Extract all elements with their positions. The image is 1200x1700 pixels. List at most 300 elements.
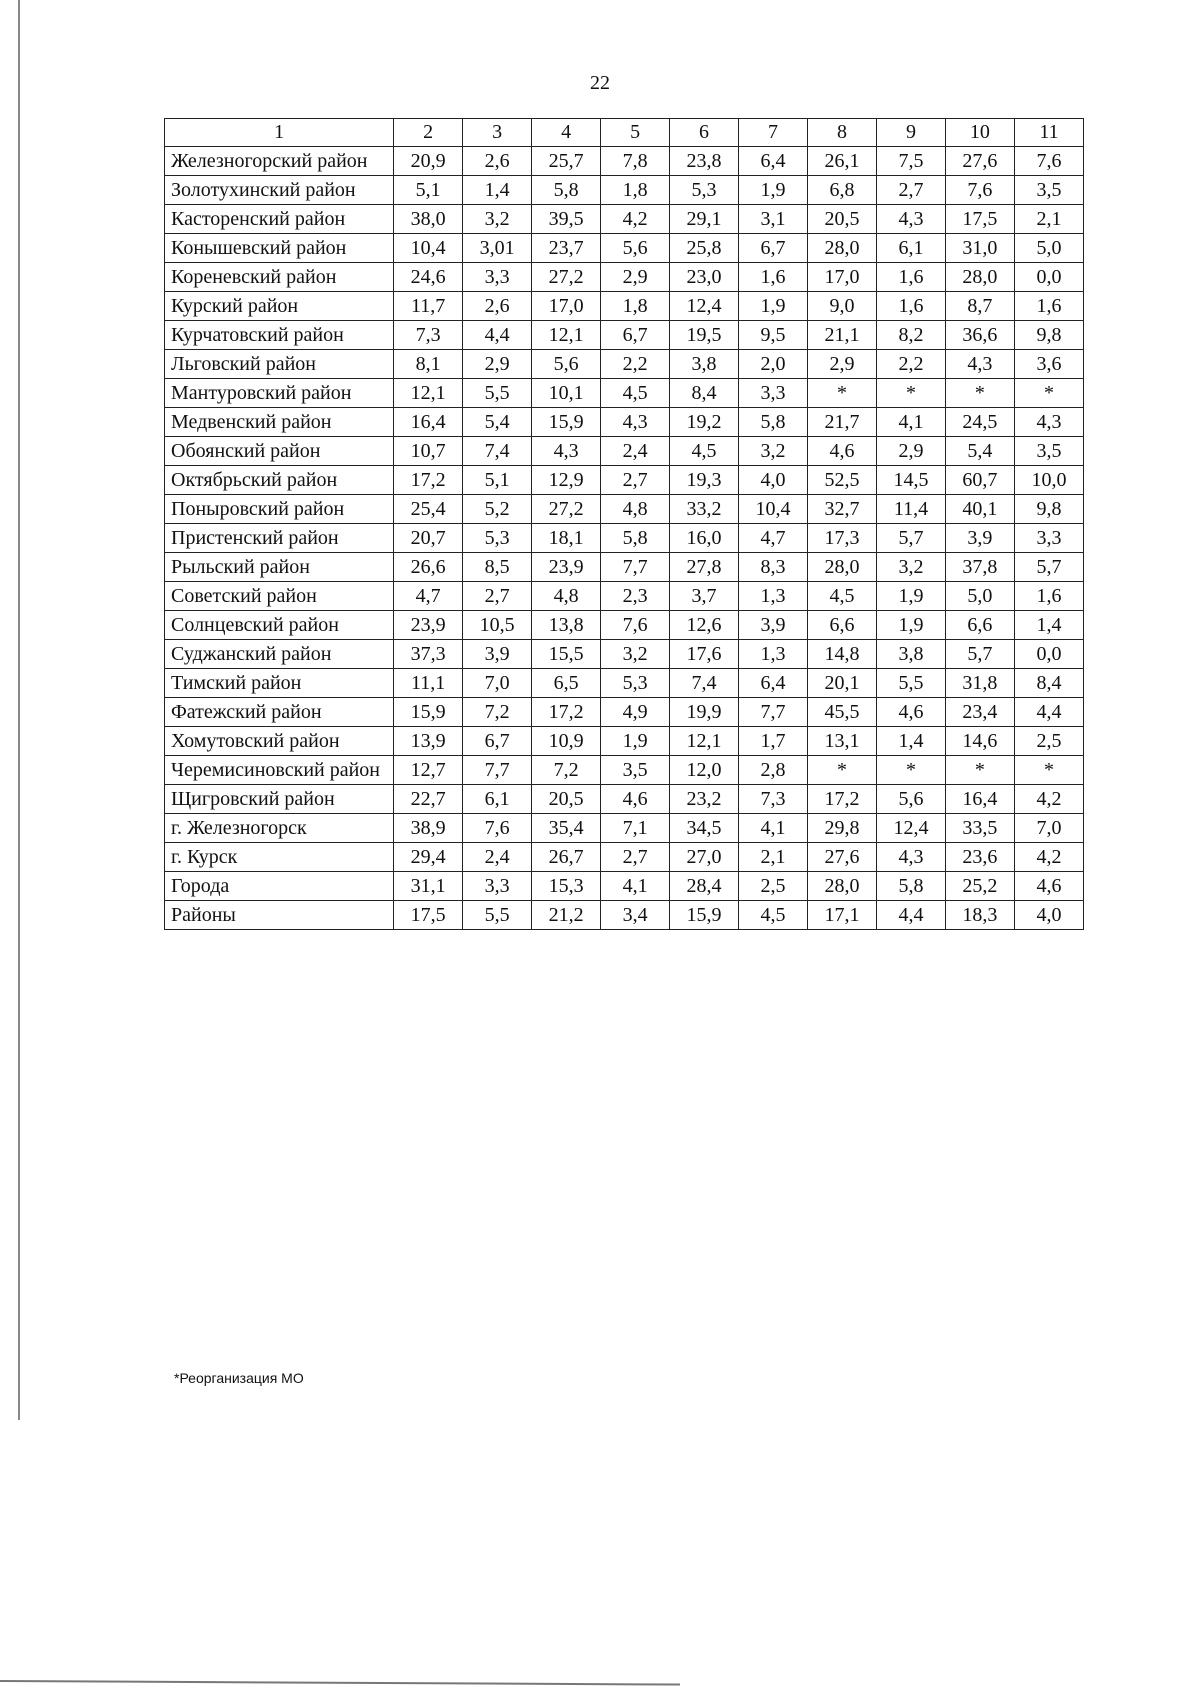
row-name: Рыльский район	[165, 553, 394, 582]
table-cell: 12,1	[670, 727, 739, 756]
table-cell: 2,7	[463, 582, 532, 611]
table-cell: 5,3	[463, 524, 532, 553]
table-cell: 20,5	[808, 205, 877, 234]
table-row	[165, 611, 1084, 640]
table-cell: 11,4	[876, 495, 945, 524]
table-cell: *	[876, 756, 945, 785]
table-cell: 18,1	[532, 524, 601, 553]
table-cell: 18,3	[945, 901, 1014, 930]
table-row	[165, 176, 1084, 205]
table-cell: 23,9	[394, 611, 463, 640]
table-cell: 5,4	[463, 408, 532, 437]
table-cell: 7,4	[670, 669, 739, 698]
row-name: Черемисиновский район	[165, 756, 394, 785]
table-cell: 5,8	[739, 408, 808, 437]
table-cell: 3,9	[739, 611, 808, 640]
table-cell: 20,1	[808, 669, 877, 698]
table-cell: 17,3	[808, 524, 877, 553]
table-cell: 15,9	[394, 698, 463, 727]
table-cell: 4,6	[1014, 872, 1083, 901]
table-cell: 7,2	[532, 756, 601, 785]
table-cell: 4,1	[739, 814, 808, 843]
table-cell: 17,0	[532, 292, 601, 321]
table-cell: 38,0	[394, 205, 463, 234]
table-cell: 1,6	[1014, 582, 1083, 611]
row-name: Фатежский район	[165, 698, 394, 727]
table-cell: 5,8	[876, 872, 945, 901]
table-cell: 4,0	[739, 466, 808, 495]
table-cell: 38,9	[394, 814, 463, 843]
table-cell: 8,2	[876, 321, 945, 350]
table-cell: 10,7	[394, 437, 463, 466]
table-row	[165, 466, 1084, 495]
table-cell: 7,6	[463, 814, 532, 843]
table-cell: 20,9	[394, 147, 463, 176]
table-cell: 5,2	[463, 495, 532, 524]
row-name: Пристенский район	[165, 524, 394, 553]
table-cell: 8,1	[394, 350, 463, 379]
table-cell: 16,4	[945, 785, 1014, 814]
table-cell: 11,1	[394, 669, 463, 698]
table-cell: 4,4	[463, 321, 532, 350]
table-row	[165, 698, 1084, 727]
table-cell: 4,7	[739, 524, 808, 553]
table-cell: 4,6	[808, 437, 877, 466]
table-row	[165, 408, 1084, 437]
table-cell: 4,5	[739, 901, 808, 930]
table-cell: 23,8	[670, 147, 739, 176]
table-cell: 29,1	[670, 205, 739, 234]
table-cell: 23,6	[945, 843, 1014, 872]
table-cell: 27,2	[532, 263, 601, 292]
table-cell: 25,2	[945, 872, 1014, 901]
table-row	[165, 350, 1084, 379]
table-cell: *	[1014, 756, 1083, 785]
table-cell: 3,2	[876, 553, 945, 582]
table-cell: 7,6	[601, 611, 670, 640]
table-cell: 4,5	[670, 437, 739, 466]
table-cell: 7,4	[463, 437, 532, 466]
column-header: 11	[1014, 119, 1083, 147]
row-name: Конышевский район	[165, 234, 394, 263]
table-cell: 4,6	[601, 785, 670, 814]
table-cell: 10,9	[532, 727, 601, 756]
column-header: 7	[739, 119, 808, 147]
table-cell: 3,9	[945, 524, 1014, 553]
table-cell: 1,9	[739, 292, 808, 321]
table-cell: 3,4	[601, 901, 670, 930]
table-cell: 9,0	[808, 292, 877, 321]
table-cell: 5,6	[532, 350, 601, 379]
table-cell: 10,1	[532, 379, 601, 408]
table-cell: 13,8	[532, 611, 601, 640]
table-cell: 2,0	[739, 350, 808, 379]
column-header: 2	[394, 119, 463, 147]
row-name: Города	[165, 872, 394, 901]
table-cell: 8,3	[739, 553, 808, 582]
table-cell: 20,5	[532, 785, 601, 814]
table-cell: 23,4	[945, 698, 1014, 727]
table-cell: 2,9	[463, 350, 532, 379]
table-cell: 4,3	[601, 408, 670, 437]
table-cell: 1,4	[463, 176, 532, 205]
table-cell: 23,7	[532, 234, 601, 263]
table-cell: 2,9	[876, 437, 945, 466]
table-cell: 3,3	[739, 379, 808, 408]
table-cell: 5,0	[945, 582, 1014, 611]
table-cell: 12,9	[532, 466, 601, 495]
table-cell: 5,3	[670, 176, 739, 205]
table-cell: 21,7	[808, 408, 877, 437]
table-cell: 60,7	[945, 466, 1014, 495]
table-cell: 2,3	[601, 582, 670, 611]
table-cell: 20,7	[394, 524, 463, 553]
table-cell: 3,2	[463, 205, 532, 234]
table-cell: 17,1	[808, 901, 877, 930]
table-cell: 4,3	[876, 843, 945, 872]
table-cell: 25,7	[532, 147, 601, 176]
table-cell: 2,5	[739, 872, 808, 901]
table-cell: 17,2	[808, 785, 877, 814]
table-cell: 6,7	[739, 234, 808, 263]
table-cell: 26,7	[532, 843, 601, 872]
table-cell: 4,5	[601, 379, 670, 408]
table-cell: *	[808, 379, 877, 408]
table-cell: 4,4	[876, 901, 945, 930]
table-cell: 7,0	[1014, 814, 1083, 843]
table-cell: 1,3	[739, 582, 808, 611]
table-cell: 13,1	[808, 727, 877, 756]
table-cell: 16,4	[394, 408, 463, 437]
table-cell: 4,2	[601, 205, 670, 234]
table-cell: 4,3	[945, 350, 1014, 379]
table-cell: 7,3	[394, 321, 463, 350]
table-cell: 12,4	[670, 292, 739, 321]
table-row	[165, 437, 1084, 466]
table-cell: 27,6	[808, 843, 877, 872]
table-cell: 7,7	[601, 553, 670, 582]
table-cell: 36,6	[945, 321, 1014, 350]
row-name: г. Железногорск	[165, 814, 394, 843]
table-cell: 7,2	[463, 698, 532, 727]
table-cell: 9,8	[1014, 321, 1083, 350]
table-cell: 4,9	[601, 698, 670, 727]
table-cell: 4,3	[532, 437, 601, 466]
table-row	[165, 814, 1084, 843]
table-cell: 2,7	[601, 843, 670, 872]
table-cell: 3,3	[463, 872, 532, 901]
table-cell: 3,3	[463, 263, 532, 292]
table-row	[165, 234, 1084, 263]
table-cell: *	[945, 379, 1014, 408]
row-name: Обоянский район	[165, 437, 394, 466]
table-row	[165, 205, 1084, 234]
table-cell: 25,8	[670, 234, 739, 263]
table-cell: 1,3	[739, 640, 808, 669]
table-cell: 3,7	[670, 582, 739, 611]
table-cell: 5,8	[532, 176, 601, 205]
table-cell: 2,6	[463, 147, 532, 176]
table-cell: 15,3	[532, 872, 601, 901]
table-cell: 17,5	[945, 205, 1014, 234]
table-cell: 2,8	[739, 756, 808, 785]
table-cell: 11,7	[394, 292, 463, 321]
table-cell: 12,6	[670, 611, 739, 640]
table-cell: 4,2	[1014, 785, 1083, 814]
table-cell: 6,7	[601, 321, 670, 350]
table-row	[165, 756, 1084, 785]
table-cell: 12,4	[876, 814, 945, 843]
table-cell: 27,6	[945, 147, 1014, 176]
table-cell: 7,5	[876, 147, 945, 176]
table-cell: 4,4	[1014, 698, 1083, 727]
table-cell: 6,4	[739, 669, 808, 698]
table-cell: 45,5	[808, 698, 877, 727]
table-cell: 1,9	[876, 611, 945, 640]
table-cell: 23,2	[670, 785, 739, 814]
table-cell: 19,3	[670, 466, 739, 495]
scan-edge-bottom	[0, 1680, 680, 1685]
table-cell: 7,1	[601, 814, 670, 843]
table-cell: 23,9	[532, 553, 601, 582]
table-cell: 28,0	[808, 553, 877, 582]
table-cell: 1,9	[876, 582, 945, 611]
table-row	[165, 727, 1084, 756]
table-row	[165, 147, 1084, 176]
table-cell: *	[1014, 379, 1083, 408]
table-cell: 6,6	[808, 611, 877, 640]
table-cell: 5,7	[945, 640, 1014, 669]
row-name: Тимский район	[165, 669, 394, 698]
table-cell: 7,8	[601, 147, 670, 176]
row-name: г. Курск	[165, 843, 394, 872]
table-cell: 39,5	[532, 205, 601, 234]
table-cell: 3,8	[670, 350, 739, 379]
table-cell: 4,5	[808, 582, 877, 611]
table-cell: 14,6	[945, 727, 1014, 756]
table-cell: 23,0	[670, 263, 739, 292]
table-cell: 27,2	[532, 495, 601, 524]
table-cell: 24,5	[945, 408, 1014, 437]
table-row	[165, 553, 1084, 582]
table-cell: 8,5	[463, 553, 532, 582]
table-cell: 15,9	[670, 901, 739, 930]
row-name: Солнцевский район	[165, 611, 394, 640]
table-cell: 5,8	[601, 524, 670, 553]
row-name: Мантуровский район	[165, 379, 394, 408]
table-cell: 10,4	[394, 234, 463, 263]
table-cell: 7,3	[739, 785, 808, 814]
table-row	[165, 872, 1084, 901]
page-number: 22	[590, 72, 610, 94]
row-name: Кореневский район	[165, 263, 394, 292]
table-cell: 19,2	[670, 408, 739, 437]
table-cell: 2,6	[463, 292, 532, 321]
table-cell: 4,7	[394, 582, 463, 611]
table-body	[165, 147, 1084, 930]
table-cell: 27,0	[670, 843, 739, 872]
table-cell: 7,7	[739, 698, 808, 727]
table-cell: 34,5	[670, 814, 739, 843]
table-cell: 37,8	[945, 553, 1014, 582]
table-cell: 17,6	[670, 640, 739, 669]
table-cell: 1,9	[739, 176, 808, 205]
table-row	[165, 843, 1084, 872]
table-cell: 5,1	[394, 176, 463, 205]
data-table	[164, 118, 1084, 930]
table-cell: 8,4	[670, 379, 739, 408]
table-cell: 27,8	[670, 553, 739, 582]
table-row	[165, 901, 1084, 930]
table-cell: 1,7	[739, 727, 808, 756]
table-row	[165, 669, 1084, 698]
table-cell: 6,1	[463, 785, 532, 814]
table-cell: 6,8	[808, 176, 877, 205]
table-cell: 9,8	[1014, 495, 1083, 524]
table-cell: 12,0	[670, 756, 739, 785]
table-cell: 21,2	[532, 901, 601, 930]
table-row	[165, 292, 1084, 321]
row-name: Щигровский район	[165, 785, 394, 814]
row-name: Льговский район	[165, 350, 394, 379]
table-cell: 4,1	[876, 408, 945, 437]
table-cell: 17,0	[808, 263, 877, 292]
table-cell: 6,5	[532, 669, 601, 698]
table-cell: 5,5	[463, 379, 532, 408]
table-cell: 4,8	[532, 582, 601, 611]
table-cell: 4,8	[601, 495, 670, 524]
table-cell: 29,4	[394, 843, 463, 872]
table-row	[165, 582, 1084, 611]
table-cell: 15,5	[532, 640, 601, 669]
table-cell: 2,1	[739, 843, 808, 872]
table-cell: 3,6	[1014, 350, 1083, 379]
table-cell: 25,4	[394, 495, 463, 524]
table-cell: 5,6	[876, 785, 945, 814]
table-cell: 12,1	[394, 379, 463, 408]
table-cell: 2,1	[1014, 205, 1083, 234]
table-cell: 40,1	[945, 495, 1014, 524]
column-header: 1	[165, 119, 394, 147]
table-cell: 28,4	[670, 872, 739, 901]
table-row	[165, 785, 1084, 814]
table-cell: *	[808, 756, 877, 785]
table-cell: 5,7	[876, 524, 945, 553]
table-row	[165, 495, 1084, 524]
table-cell: 7,6	[1014, 147, 1083, 176]
table-cell: 4,6	[876, 698, 945, 727]
table-cell: 29,8	[808, 814, 877, 843]
table-cell: *	[945, 756, 1014, 785]
table-cell: 12,1	[532, 321, 601, 350]
table-cell: 14,8	[808, 640, 877, 669]
table-cell: 35,4	[532, 814, 601, 843]
table-cell: 28,0	[808, 234, 877, 263]
table-cell: 2,5	[1014, 727, 1083, 756]
column-header: 4	[532, 119, 601, 147]
table-cell: 31,0	[945, 234, 1014, 263]
table-cell: 5,0	[1014, 234, 1083, 263]
table-cell: 4,0	[1014, 901, 1083, 930]
table-cell: 6,1	[876, 234, 945, 263]
table-cell: 28,0	[808, 872, 877, 901]
row-name: Курчатовский район	[165, 321, 394, 350]
table-cell: 33,2	[670, 495, 739, 524]
table-cell: 2,4	[463, 843, 532, 872]
table-cell: 2,9	[808, 350, 877, 379]
column-header: 6	[670, 119, 739, 147]
table-cell: 17,2	[532, 698, 601, 727]
table-cell: 5,4	[945, 437, 1014, 466]
table-cell: 31,1	[394, 872, 463, 901]
table-cell: 14,5	[876, 466, 945, 495]
table-cell: 5,5	[876, 669, 945, 698]
table-cell: 1,6	[876, 263, 945, 292]
table-cell: 5,7	[1014, 553, 1083, 582]
table-cell: 3,9	[463, 640, 532, 669]
table-cell: 5,6	[601, 234, 670, 263]
table-cell: 21,1	[808, 321, 877, 350]
table-cell: 2,2	[601, 350, 670, 379]
table-cell: 4,3	[876, 205, 945, 234]
table-row	[165, 379, 1084, 408]
table-cell: 2,7	[601, 466, 670, 495]
table-cell: 1,8	[601, 292, 670, 321]
table-cell: 1,6	[1014, 292, 1083, 321]
table-cell: 1,6	[876, 292, 945, 321]
table-cell: 22,7	[394, 785, 463, 814]
table-cell: 28,0	[945, 263, 1014, 292]
table-cell: 5,3	[601, 669, 670, 698]
table-cell: 7,7	[463, 756, 532, 785]
table-cell: 26,1	[808, 147, 877, 176]
table-cell: 4,2	[1014, 843, 1083, 872]
table-cell: 2,7	[876, 176, 945, 205]
row-name: Районы	[165, 901, 394, 930]
table-cell: 2,4	[601, 437, 670, 466]
row-name: Поныровский район	[165, 495, 394, 524]
table-cell: 3,5	[1014, 437, 1083, 466]
row-name: Суджанский район	[165, 640, 394, 669]
table-cell: 0,0	[1014, 640, 1083, 669]
table-cell: 4,3	[1014, 408, 1083, 437]
table-row	[165, 640, 1084, 669]
table-cell: 6,6	[945, 611, 1014, 640]
table-cell: 13,9	[394, 727, 463, 756]
table-cell: 3,8	[876, 640, 945, 669]
table-cell: 19,5	[670, 321, 739, 350]
table-cell: 19,9	[670, 698, 739, 727]
table-cell: 16,0	[670, 524, 739, 553]
table-cell: 3,3	[1014, 524, 1083, 553]
table-cell: 10,0	[1014, 466, 1083, 495]
row-name: Касторенский район	[165, 205, 394, 234]
row-name: Курский район	[165, 292, 394, 321]
table-cell: *	[876, 379, 945, 408]
row-name: Хомутовский район	[165, 727, 394, 756]
table-cell: 52,5	[808, 466, 877, 495]
table-row	[165, 321, 1084, 350]
table-cell: 17,5	[394, 901, 463, 930]
table-cell: 7,0	[463, 669, 532, 698]
table-cell: 3,2	[601, 640, 670, 669]
table-cell: 26,6	[394, 553, 463, 582]
table-cell: 12,7	[394, 756, 463, 785]
table-cell: 0,0	[1014, 263, 1083, 292]
table-cell: 9,5	[739, 321, 808, 350]
table-cell: 6,7	[463, 727, 532, 756]
table-cell: 24,6	[394, 263, 463, 292]
